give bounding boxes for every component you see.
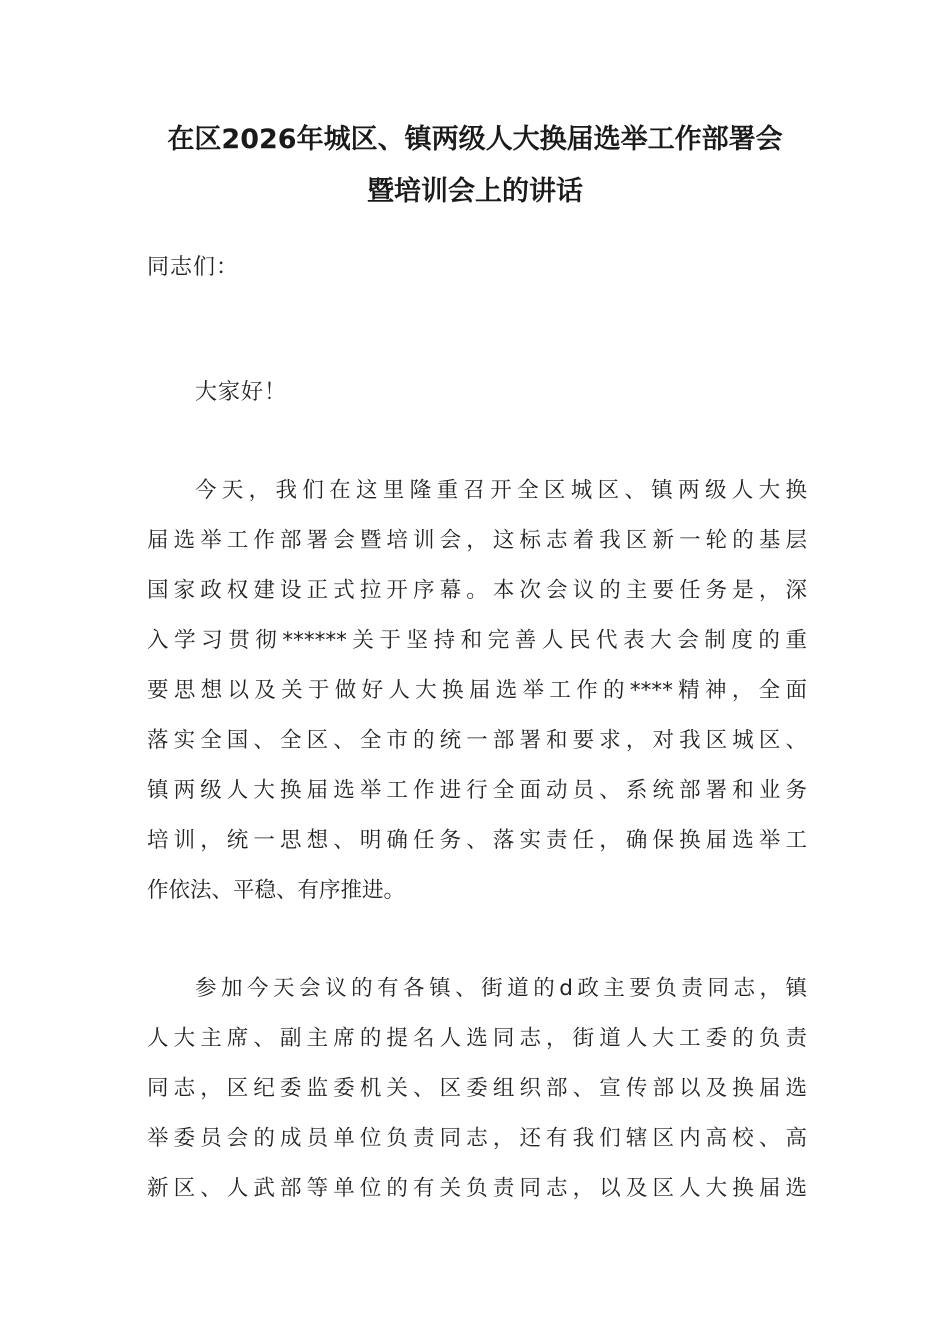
paragraph-1 [147, 466, 807, 916]
paragraph-1-line: 要思想以及关于做好人大换届选举工作的****精神，全面 [147, 678, 807, 703]
paragraph-2 [147, 964, 807, 1214]
paragraph-1-line: 今天，我们在这里隆重召开全区城区、镇两级人大换 [195, 478, 807, 503]
paragraph-1-line: 届选举工作部署会暨培训会，这标志着我区新一轮的基层 [147, 528, 807, 553]
paragraph-1-line: 落实全国、全区、全市的统一部署和要求，对我区城区、 [147, 728, 807, 753]
paragraph-2-line: 人大主席、副主席的提名人选同志，街道人大工委的负责 [147, 1026, 807, 1051]
greeting: 大家好！ [195, 380, 288, 405]
paragraph-1-line: 镇两级人大换届选举工作进行全面动员、系统部署和业务 [147, 778, 807, 803]
paragraph-1-line: 培训，统一思想、明确任务、落实责任，确保换届选举工 [147, 828, 807, 853]
paragraph-2-line: 参加今天会议的有各镇、街道的d政主要负责同志，镇 [195, 976, 807, 1001]
paragraph-1-line: 入学习贯彻******关于坚持和完善人民代表大会制度的重 [147, 628, 807, 653]
document-title-line-2: 暨培训会上的讲话 [367, 176, 583, 207]
paragraph-2-line: 举委员会的成员单位负责同志，还有我们辖区内高校、高 [147, 1126, 807, 1151]
paragraph-2-line: 新区、人武部等单位的有关负责同志，以及区人大换届选 [147, 1176, 807, 1201]
document-title-line-1: 在区2026年城区、镇两级人大换届选举工作部署会 [167, 124, 783, 155]
paragraph-2-line: 同志，区纪委监委机关、区委组织部、宣传部以及换届选 [147, 1076, 807, 1101]
paragraph-1-line: 作依法、平稳、有序推进。 [147, 878, 406, 903]
salutation: 同志们： [147, 255, 240, 280]
paragraph-1-line: 国家政权建设正式拉开序幕。本次会议的主要任务是，深 [147, 578, 807, 603]
